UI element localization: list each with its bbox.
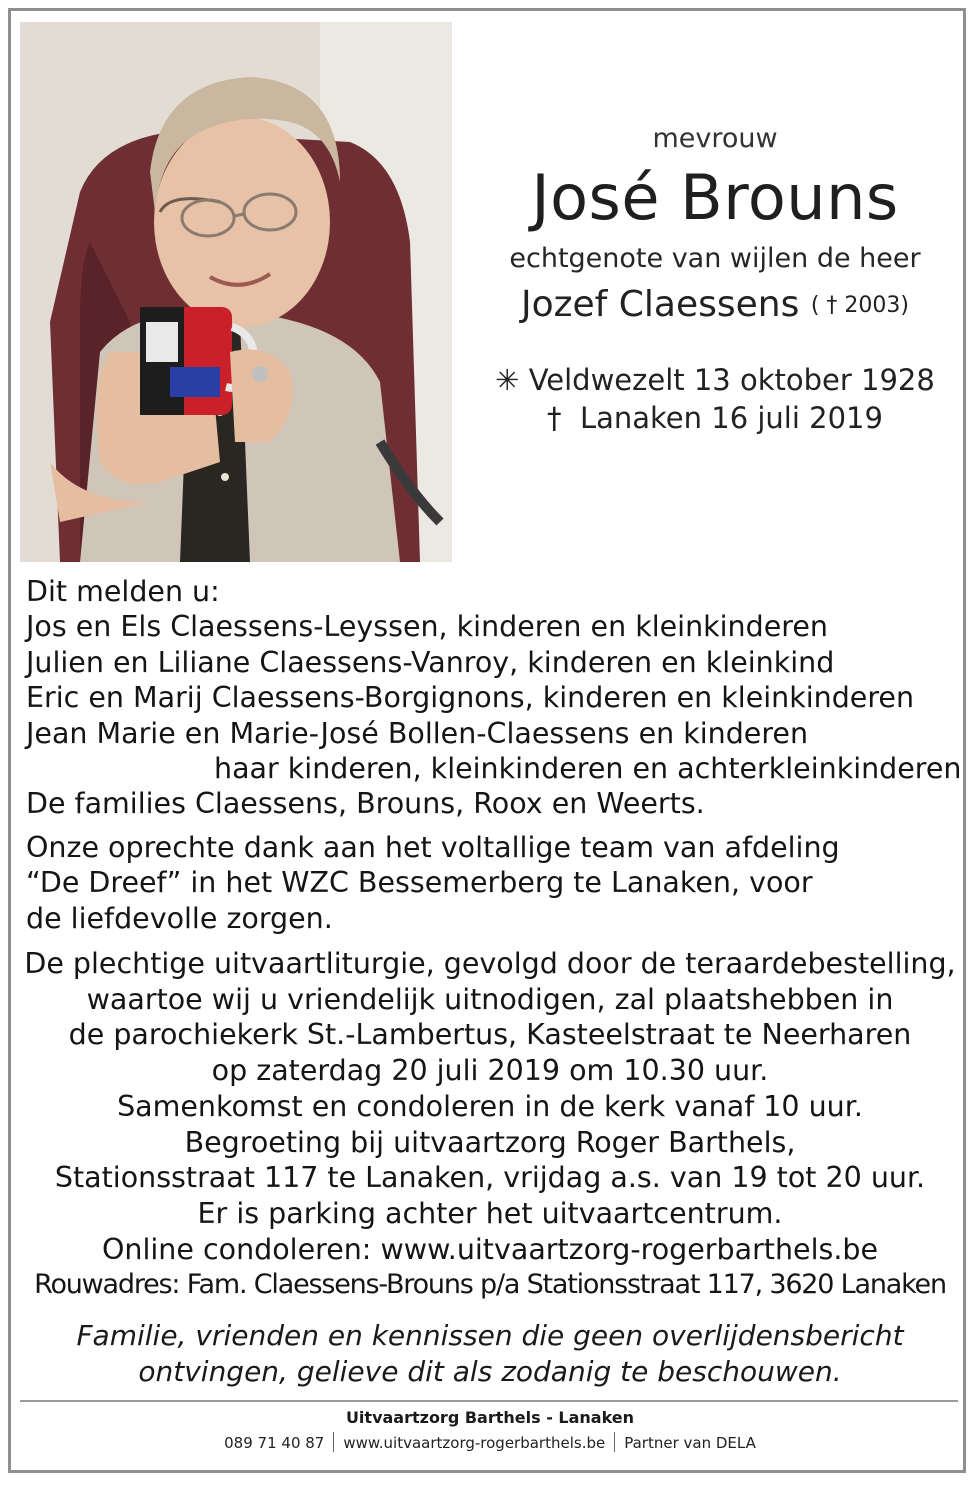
birth-star-icon: ✳	[495, 363, 520, 397]
online-condolence-line: Online condoleren: www.uitvaartzorg-rogerbarthels.be	[101, 1232, 879, 1266]
birth-date: Veldwezelt 13 oktober 1928	[528, 363, 935, 397]
family-announcement	[26, 574, 962, 936]
life-dates	[470, 361, 960, 437]
notice-text	[18, 1318, 962, 1390]
ceremony-line: Er is parking achter het uitvaartcentrum.	[197, 1196, 783, 1230]
ceremony-line: Samenkomst en condoleren in de kerk vanaf 10 uur.	[117, 1089, 863, 1123]
separator	[333, 1432, 334, 1452]
footer-divider	[20, 1400, 958, 1402]
footer-partner: Partner van DELA	[624, 1434, 756, 1452]
ceremony-info	[18, 946, 962, 1303]
family-member: De families Claessens, Brouns, Roox en Weerts.	[26, 787, 705, 821]
footer-contact	[18, 1432, 962, 1452]
death-line	[470, 399, 960, 437]
ceremony-line: Stationsstraat 117 te Lanaken, vrijdag a.s. van 19 tot 20 uur.	[54, 1161, 926, 1195]
ceremony-line: op zaterdag 20 juli 2019 om 10.30 uur.	[211, 1054, 769, 1088]
spouse-prefix: echtgenote van wijlen de heer	[509, 243, 921, 274]
thanks-line: de liefdevolle zorgen.	[26, 901, 333, 935]
family-member: Eric en Marij Claessens-Borgignons, kinderen en kleinkinderen	[26, 681, 915, 715]
family-member: Julien en Liliane Claessens-Vanroy, kinderen en kleinkind	[26, 645, 835, 679]
notice-line: Familie, vrienden en kennissen die geen overlijdensbericht	[76, 1319, 904, 1352]
ceremony-line: de parochiekerk St.-Lambertus, Kasteelstraat te Neerharen	[68, 1018, 912, 1052]
ceremony-line: Begroeting bij uitvaartzorg Roger Barthels,	[184, 1125, 796, 1159]
death-date: Lanaken 16 juli 2019	[579, 401, 883, 435]
portrait-photo	[20, 22, 452, 562]
deceased-name: José Brouns	[531, 161, 899, 234]
thanks-line: “De Dreef” in het WZC Bessemerberg te Lanaken, voor	[26, 866, 813, 900]
spouse-death-open: (	[810, 293, 820, 318]
thanks-line: Onze oprechte dank aan het voltallige team van afdeling	[26, 830, 840, 864]
family-member: haar kinderen, kleinkinderen en achterkleinkinderen	[214, 752, 962, 786]
footer-phone: 089 71 40 87	[224, 1434, 325, 1452]
spouse-line	[470, 280, 960, 331]
notice-line: ontvingen, gelieve dit als zodanig te beschouwen.	[138, 1355, 842, 1388]
deceased-header	[470, 118, 960, 437]
honorific: mevrouw	[652, 123, 778, 154]
footer-company: Uitvaartzorg Barthels - Lanaken	[345, 1408, 635, 1427]
mourning-address: Rouwadres: Fam. Claessens-Brouns p/a Stationsstraat 117, 3620 Lanaken	[34, 1269, 946, 1301]
family-member: Jean Marie en Marie-José Bollen-Claessens en kinderen	[26, 716, 809, 750]
family-intro: Dit melden u:	[26, 575, 220, 608]
death-cross-icon: †	[547, 401, 562, 435]
footer-website[interactable]: www.uitvaartzorg-rogerbarthels.be	[343, 1434, 606, 1452]
ceremony-line: waartoe wij u vriendelijk uitnodigen, zal plaatshebben in	[86, 982, 894, 1016]
spouse-death-year: 2003)	[844, 293, 909, 318]
spouse-name: Jozef Claessens	[520, 284, 800, 325]
ceremony-line: De plechtige uitvaartliturgie, gevolgd door de teraardebestelling,	[24, 947, 956, 980]
family-member: Jos en Els Claessens-Leyssen, kinderen en kleinkinderen	[26, 610, 828, 644]
cross-icon: †	[826, 293, 838, 318]
separator	[614, 1432, 615, 1452]
spouse-death-note	[811, 293, 909, 318]
birth-line	[470, 361, 960, 399]
